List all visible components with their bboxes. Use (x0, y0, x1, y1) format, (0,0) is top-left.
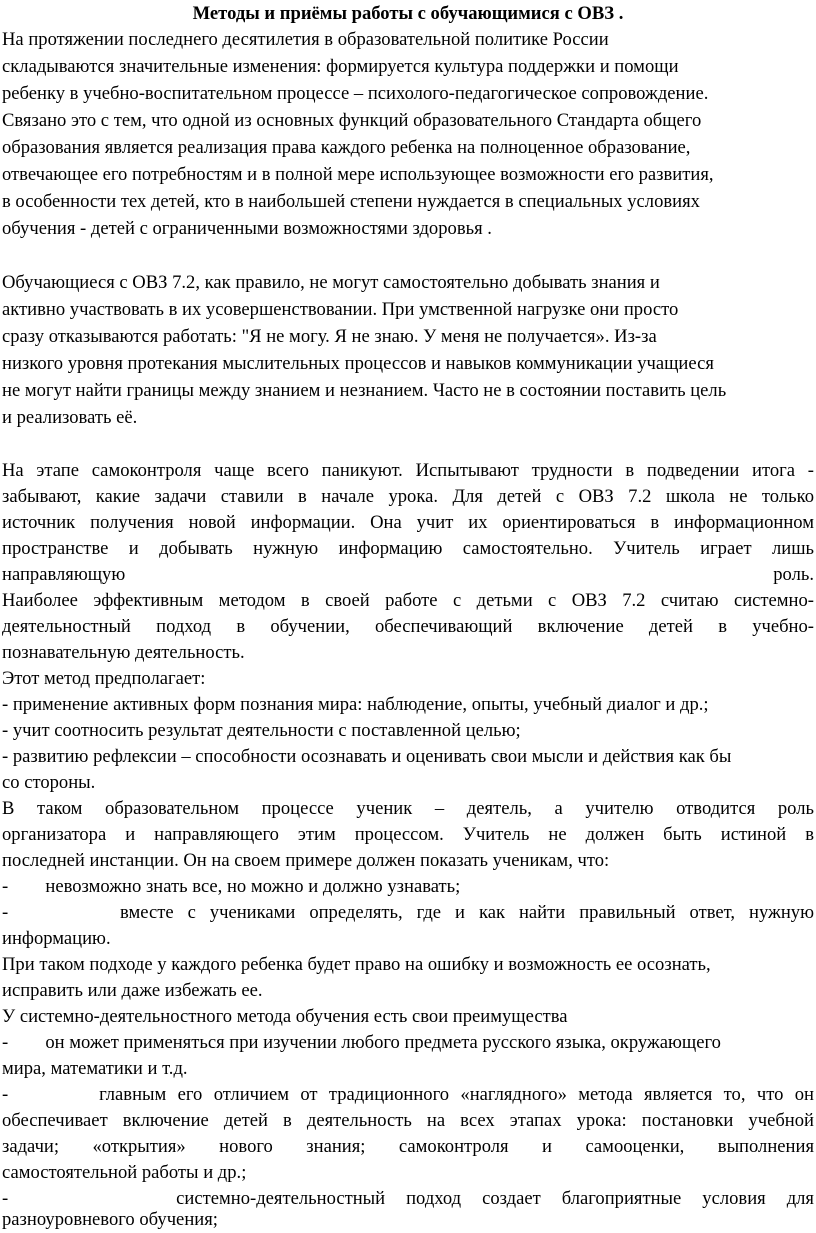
text-line: складываются значительные изменения: формируется культура поддержки и помощи (2, 56, 679, 77)
text-line: активно участвовать в их усовершенствовании. При умственной нагрузке они просто (2, 299, 679, 320)
text-line: забывают, какие задачи ставили в начале урока. Для детей с ОВЗ 7.2 школа не только (2, 486, 814, 507)
text-line: исправить или даже избежать ее. (2, 980, 263, 1001)
text-line: в особенности тех детей, кто в наибольшей степени нуждается в специальных условиях (2, 191, 700, 212)
list-item: - главным его отличием от традиционного «наглядного» метода является то, что он (2, 1084, 814, 1105)
text-line: низкого уровня протекания мыслительных процессов и навыков коммуникации учащиеся (2, 353, 714, 374)
list-item: - системно-деятельностный подход создает благоприятные условия для (2, 1188, 814, 1209)
text-line: направляющую роль. (2, 564, 814, 585)
text-line: Наиболее эффективным методом в своей работе с детьми с ОВЗ 7.2 считаю системно- (2, 590, 814, 611)
text-line: обучения - детей с ограниченными возможностями здоровья . (2, 218, 492, 239)
text-line: У системно-деятельностного метода обучения есть свои преимущества (2, 1006, 568, 1027)
text-line: обеспечивает включение детей в деятельность на всех этапах урока: постановки учебной (2, 1110, 814, 1131)
text-line: информацию. (2, 928, 111, 949)
text-line: На этапе самоконтроля чаще всего паникуют. Испытывают трудности в подведении итога - (2, 460, 814, 481)
text-line: организатора и направляющего этим процессом. Учитель не должен быть истиной в (2, 824, 814, 845)
list-item: - учит соотносить результат деятельности с поставленной целью; (2, 720, 521, 741)
text-line: задачи; «открытия» нового знания; самоконтроля и самооценки, выполнения (2, 1136, 814, 1157)
text-line: деятельностный подход в обучении, обеспечивающий включение детей в учебно- (2, 616, 814, 637)
list-item: - развитию рефлексии – способности осознавать и оценивать свои мысли и действия как бы (2, 746, 732, 767)
text-line: со стороны. (2, 772, 96, 793)
text-line: При таком подходе у каждого ребенка будет право на ошибку и возможность ее осознать, (2, 954, 711, 975)
text-line: Связано это с тем, что одной из основных функций образовательного Стандарта общего (2, 110, 702, 131)
text-line: сразу отказываются работать: "Я не могу. Я не знаю. У меня не получается». Из-за (2, 326, 657, 347)
text-line: ребенку в учебно-воспитательном процессе – психолого-педагогическое сопровождение. (2, 83, 709, 104)
document-title: Методы и приёмы работы с обучающимися с ОВЗ . (192, 3, 624, 24)
text-line: познавательную деятельность. (2, 642, 245, 663)
list-item: - невозможно знать все, но можно и должно узнавать; (2, 876, 461, 897)
text-line: образования является реализация права каждого ребенка на полноценное образование, (2, 137, 691, 158)
text-line: последней инстанции. Он на своем примере должен показать ученикам, что: (2, 850, 610, 871)
text-line: отвечающее его потребностям и в полной мере использующее возможности его развития, (2, 164, 714, 185)
text-line: Обучающиеся с ОВЗ 7.2, как правило, не могут самостоятельно добывать знания и (2, 272, 660, 293)
text-line: самостоятельной работы и др.; (2, 1162, 247, 1183)
text-line: Этот метод предполагает: (2, 668, 206, 689)
list-item: - вместе с учениками определять, где и как найти правильный ответ, нужную (2, 902, 814, 923)
list-item: - он может применяться при изучении любого предмета русского языка, окружающего (2, 1032, 721, 1053)
text-line: и реализовать её. (2, 407, 138, 428)
text-line: В таком образовательном процессе ученик – деятель, а учителю отводится роль (2, 798, 814, 819)
text-line: не могут найти границы между знанием и незнанием. Часто не в состоянии поставить цель (2, 380, 727, 401)
text-line: пространстве и добывать нужную информацию самостоятельно. Учитель играет лишь (2, 538, 814, 559)
text-line: мира, математики и т.д. (2, 1058, 188, 1079)
list-item: - применение активных форм познания мира: наблюдение, опыты, учебный диалог и др.; (2, 694, 709, 715)
text-line: На протяжении последнего десятилетия в образовательной политике России (2, 29, 609, 50)
text-line: разноуровневого обучения; (2, 1209, 218, 1230)
text-line: источник получения новой информации. Она учит их ориентироваться в информационном (2, 512, 814, 533)
